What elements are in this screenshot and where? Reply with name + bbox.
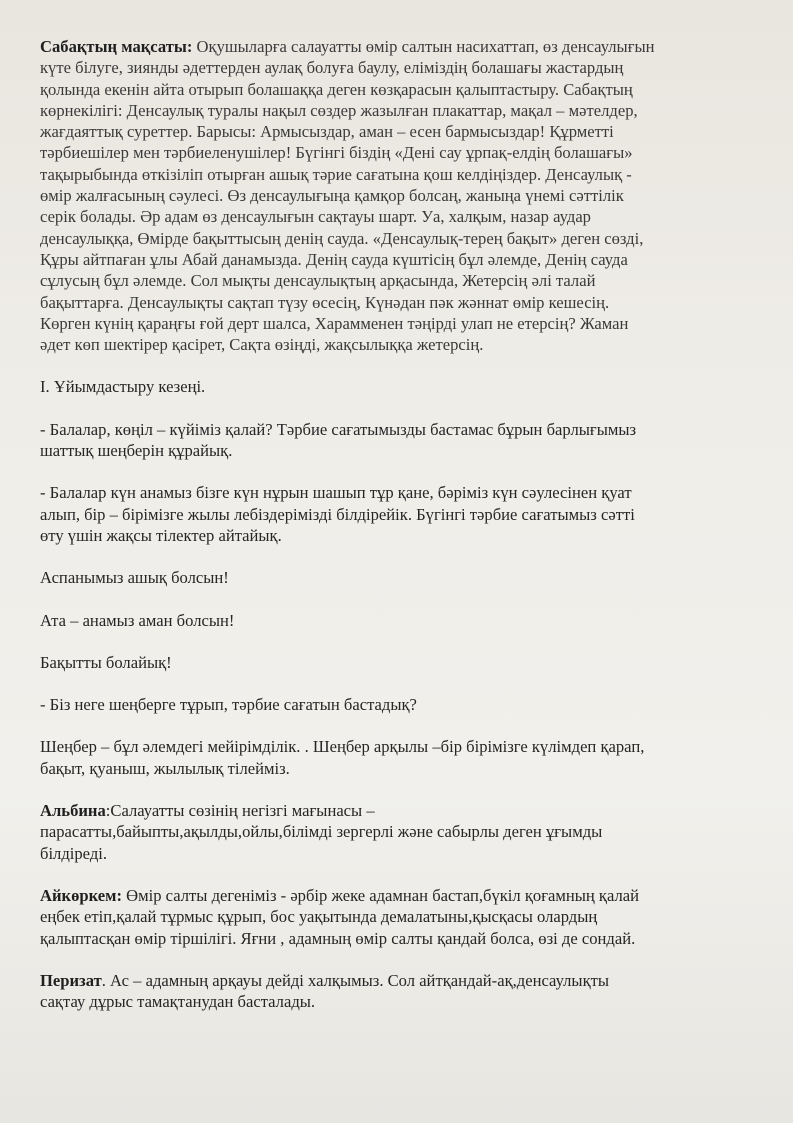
text-line bbox=[40, 142, 752, 163]
text-line bbox=[40, 970, 752, 991]
paragraph bbox=[40, 567, 752, 588]
line-text: білдіреді. bbox=[40, 843, 108, 863]
text-line bbox=[40, 185, 752, 206]
text-line bbox=[40, 121, 752, 142]
paragraph bbox=[40, 482, 752, 546]
line-text: - Біз неге шеңберге тұрып, тәрбие сағатын бастадық? bbox=[40, 695, 417, 715]
paragraph bbox=[40, 610, 752, 631]
text-line bbox=[40, 906, 752, 927]
text-line bbox=[40, 36, 752, 57]
line-text: Оқушыларға салауатты өмір салтын насихаттап, өз денсаулығын bbox=[192, 37, 655, 56]
line-text: еңбек етіп,қалай тұрмыс құрып, бос уақытында демалатыны,қысқасы олардың bbox=[40, 907, 598, 927]
line-text: денсаулыққа, Өмірде бақыттысың денің сауда. «Денсаулық-терең бақыт» деген сөзді, bbox=[40, 228, 644, 248]
line-text: қалыптасқан өмір тіршілігі. Яғни , адамның өмір салты қандай болса, өзі де сондай. bbox=[40, 928, 636, 948]
text-line bbox=[40, 736, 752, 757]
line-text: - Балалар, көңіл – күйіміз қалай? Тәрбие сағатымызды бастамас бұрын барлығымыз bbox=[40, 419, 637, 439]
text-line bbox=[40, 504, 752, 525]
line-text: сақтау дұрыс тамақтанудан басталады. bbox=[40, 992, 316, 1012]
line-text: күте білуге, зиянды әдеттерден аулақ болуға баулу, еліміздің болашағы жастардың bbox=[40, 58, 624, 78]
bold-label: Айкөркем: bbox=[40, 885, 122, 905]
text-line bbox=[40, 100, 752, 121]
text-line bbox=[40, 758, 752, 779]
text-line bbox=[40, 206, 752, 227]
text-line bbox=[40, 249, 752, 270]
text-line bbox=[40, 292, 752, 313]
line-text: шаттық шеңберін құрайық. bbox=[40, 441, 233, 461]
line-text: бақыттарға. Денсаулықты сақтап түзу өсесің, Күнәдан пәк жәннат өмір кешесің. bbox=[40, 292, 610, 312]
line-text: тақырыбында өткізіліп отырған ашық тәрие сағатына қош келдіңіздер. Денсаулық - bbox=[40, 164, 632, 184]
text-line bbox=[40, 334, 752, 355]
text-line bbox=[40, 821, 752, 842]
bold-label: Перизат bbox=[40, 970, 102, 990]
text-line bbox=[40, 800, 752, 821]
line-text: өмір жалғасының сәулесі. Өз денсаулығыңа қамқор болсаң, жаныңа үнемі сәттілік bbox=[40, 186, 624, 206]
paragraph bbox=[40, 800, 752, 864]
document-body bbox=[40, 36, 752, 1033]
line-text: Аспанымыз ашық болсын! bbox=[40, 568, 229, 588]
text-line bbox=[40, 376, 752, 397]
line-text: бақыт, қуаныш, жылылық тілейміз. bbox=[40, 758, 290, 778]
bold-label: Альбина bbox=[40, 801, 106, 821]
text-line bbox=[40, 567, 752, 588]
line-text: жағдаяттық суреттер. Барысы: Армысыздар, аман – есен бармысыздар! Құрметті bbox=[40, 122, 614, 142]
line-text: Ата – анамыз аман болсын! bbox=[40, 610, 235, 630]
text-line bbox=[40, 270, 752, 291]
paragraph bbox=[40, 970, 752, 1013]
bold-label: Сабақтың мақсаты: bbox=[40, 37, 193, 56]
text-line bbox=[40, 57, 752, 78]
text-line bbox=[40, 694, 752, 715]
text-line bbox=[40, 525, 752, 546]
line-text: көрнекілігі: Денсаулық туралы нақыл сөздер жазылған плакаттар, мақал – мәтелдер, bbox=[40, 100, 638, 120]
text-line bbox=[40, 991, 752, 1012]
text-line bbox=[40, 313, 752, 334]
text-line bbox=[40, 885, 752, 906]
line-text: :Салауатты сөзінің негізгі мағынасы – bbox=[105, 801, 375, 821]
line-text: . Ас – адамның арқауы дейді халқымыз. Сол айтқандай-ақ,денсаулықты bbox=[101, 970, 610, 990]
line-text: әдет көп шектірер қасірет, Сақта өзіңді, жақсылыққа жетерсің. bbox=[40, 335, 484, 355]
line-text: Құры айтпаған ұлы Абай данамызда. Денің сауда күштісің бұл әлемде, Денің сауда bbox=[40, 249, 628, 269]
line-text: Шеңбер – бұл әлемдегі мейірімділік. . Шеңбер арқылы –бір бірімізге күлімдеп қарап, bbox=[40, 737, 645, 757]
text-line bbox=[40, 843, 752, 864]
line-text: Көрген күнің қараңғы ғой дерт шалса, Харамменен тәңірді улап не етерсің? Жаман bbox=[40, 313, 629, 333]
text-line bbox=[40, 482, 752, 503]
text-line bbox=[40, 440, 752, 461]
text-line bbox=[40, 164, 752, 185]
paragraph bbox=[40, 736, 752, 779]
text-line bbox=[40, 610, 752, 631]
line-text: алып, бір – бірімізге жылы лебіздерімізді білдірейік. Бүгінгі тәрбие сағатымыз сәтті bbox=[40, 504, 635, 524]
line-text: Бақытты болайық! bbox=[40, 652, 172, 672]
line-text: парасатты,байыпты,ақылды,ойлы,білімді зергерлі және сабырлы деген ұғымды bbox=[40, 822, 603, 842]
paragraph bbox=[40, 885, 752, 949]
line-text: серік болады. Әр адам өз денсаулығын сақтауы шарт. Уа, халқым, назар аудар bbox=[40, 207, 591, 227]
text-line bbox=[40, 228, 752, 249]
intro-paragraph bbox=[40, 36, 752, 355]
text-line bbox=[40, 419, 752, 440]
line-text: тәрбиешілер мен тәрбиеленушілер! Бүгінгі біздің «Дені сау ұрпақ-елдің болашағы» bbox=[40, 143, 633, 163]
paragraph bbox=[40, 652, 752, 673]
line-text: қолында екенін айта отырып болашаққа деген көзқарасын қалыптастыру. Сабақтың bbox=[40, 79, 633, 99]
paragraph bbox=[40, 419, 752, 462]
line-text: І. Ұйымдастыру кезеңі. bbox=[40, 377, 206, 397]
line-text: өту үшін жақсы тілектер айтайық. bbox=[40, 525, 282, 545]
paragraph bbox=[40, 376, 752, 397]
text-line bbox=[40, 652, 752, 673]
line-text: Өмір салты дегеніміз - әрбір жеке адамнан бастап,бүкіл қоғамның қалай bbox=[121, 885, 640, 905]
text-line bbox=[40, 928, 752, 949]
line-text: сұлусың бұл әлемде. Сол мықты денсаулықтың арқасында, Жетерсің әлі талай bbox=[40, 271, 596, 291]
paragraph bbox=[40, 694, 752, 715]
text-line bbox=[40, 79, 752, 100]
line-text: - Балалар күн анамыз бізге күн нұрын шашып тұр қане, бәріміз күн сәулесінен қуат bbox=[40, 483, 632, 503]
